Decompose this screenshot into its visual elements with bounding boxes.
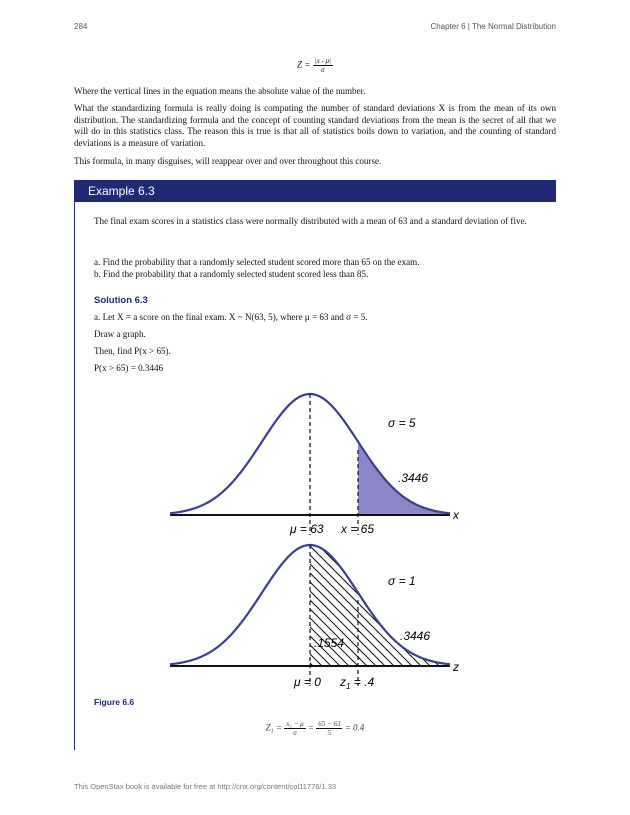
top-sigma-label: σ = 5 xyxy=(388,416,416,430)
example-part-b: b. Find the probability that a randomly selected student scored less than 85. xyxy=(94,269,369,279)
z-formula-lhs: Z₁ = xyxy=(265,722,283,733)
solution-line-2: Draw a graph. xyxy=(94,329,146,339)
hatch-line-middle xyxy=(474,530,614,670)
figure-caption: Figure 6.6 xyxy=(94,697,135,707)
hatch-line-middle xyxy=(357,530,497,670)
formula-numerator: |x - μ| xyxy=(314,57,331,65)
hatch-line-tail xyxy=(402,530,542,670)
hatch-line-tail xyxy=(168,530,308,670)
hatch-line-tail xyxy=(366,530,506,670)
top-area-label: .3446 xyxy=(398,471,429,485)
z-formula-frac2-den: 5 xyxy=(327,729,332,737)
solution-title: Solution 6.3 xyxy=(94,295,148,306)
hatch-line-middle xyxy=(168,530,308,670)
paragraph-reappear: This formula, in many disguises, will reappear over and over throughout this course. xyxy=(74,156,382,166)
hatch-line-middle xyxy=(339,530,479,670)
hatch-line-tail xyxy=(330,530,470,670)
hatch-line-middle xyxy=(438,530,578,670)
top-x65-label: x = 65 xyxy=(341,522,375,536)
hatch-line-middle xyxy=(429,530,569,670)
hatch-line-middle xyxy=(348,530,488,670)
top-axis-x-label: x xyxy=(453,508,459,522)
example-part-a: a. Find the probability that a randomly selected student scored more than 65 on the exam. xyxy=(94,257,420,267)
z-formula-fraction-2 xyxy=(316,720,342,737)
hatch-line-tail xyxy=(474,530,614,670)
z-formula-frac2-num: 65 − 63 xyxy=(318,720,341,728)
hatch-line-middle xyxy=(411,530,551,670)
hatch-line-middle xyxy=(456,530,596,670)
bottom-z1-label: $z_1 = .4$ xyxy=(340,675,375,691)
hatch-line-middle xyxy=(330,530,470,670)
hatch-line-tail xyxy=(357,530,497,670)
hatch-line-middle xyxy=(375,530,515,670)
top-mean-label: μ = 63 xyxy=(290,522,324,536)
hatch-line-middle xyxy=(159,530,299,670)
hatch-line-middle xyxy=(492,530,630,670)
hatch-line-tail xyxy=(393,530,533,670)
z-formula-frac1-den: σ xyxy=(293,729,297,737)
top-normal-curve-graph xyxy=(170,394,460,536)
hatch-line-middle xyxy=(483,530,623,670)
z-formula-frac1-num: x₁ − μ xyxy=(286,720,304,728)
z-formula-equals: = xyxy=(307,722,314,733)
hatch-line-tail xyxy=(150,530,290,670)
z-score-formula xyxy=(0,720,630,737)
hatch-line-tail xyxy=(420,530,560,670)
hatch-line-tail xyxy=(456,530,596,670)
formula-lhs: Z = xyxy=(297,59,311,70)
bottom-area-mid-label: .1554 xyxy=(314,636,345,650)
hatch-line-tail xyxy=(501,530,630,670)
hatch-line-tail xyxy=(348,530,488,670)
hatch-line-tail xyxy=(339,530,479,670)
bottom-normal-curve-graph xyxy=(150,530,630,691)
hatch-line-tail xyxy=(375,530,515,670)
bottom-mean-label: μ = 0 xyxy=(294,675,321,689)
hatch-line-tail xyxy=(429,530,569,670)
bottom-area-tail-label: .3446 xyxy=(400,629,431,643)
hatch-line-middle xyxy=(366,530,506,670)
hatch-line-tail xyxy=(465,530,605,670)
solution-line-1: a. Let X = a score on the final exam. X ~ N(63, 5), where μ = 63 and σ = 5. xyxy=(94,312,368,322)
hatch-line-tail xyxy=(411,530,551,670)
hatch-line-tail xyxy=(492,530,630,670)
hatch-line-middle xyxy=(465,530,605,670)
hatch-line-middle xyxy=(150,530,290,670)
hatch-line-middle xyxy=(393,530,533,670)
paragraph-absolute-value: Where the vertical lines in the equation means the absolute value of the number. xyxy=(74,86,366,96)
formula-denominator: σ xyxy=(321,66,325,74)
hatch-line-tail xyxy=(483,530,623,670)
bottom-hatched-tail-area xyxy=(150,530,630,670)
hatch-line-tail xyxy=(438,530,578,670)
z-formula-fraction-1 xyxy=(284,720,305,737)
solution-line-3: Then, find P(x > 65). xyxy=(94,346,171,356)
footer-note: This OpenStax book is available for free at http://cnx.org/content/col11776/1.33 xyxy=(74,782,337,791)
example-problem: The final exam scores in a statistics class were normally distributed with a mean of 63 and a standard deviation of five. xyxy=(94,216,527,226)
hatch-line-tail xyxy=(447,530,587,670)
paragraph-standardizing: What the standardizing formula is really doing is computing the number of standard deviations X is from the mean of its own distribution. The standardizing formula and the concept of counting standard deviations from the mean is the secret of all that we will do in this statistics class. The reason this is true is that all of statistics boils down to variation, and the counting of standard deviations is a measure of variation. xyxy=(74,103,556,148)
bottom-sigma-label: σ = 1 xyxy=(388,574,416,588)
example-banner: Example 6.3 xyxy=(74,180,556,202)
chapter-title: Chapter 6 | The Normal Distribution xyxy=(430,22,556,31)
solution-line-4: P(x > 65) = 0.3446 xyxy=(94,363,164,373)
hatch-line-middle xyxy=(420,530,560,670)
hatch-line-middle xyxy=(402,530,542,670)
bottom-axis-z-label: z xyxy=(453,660,459,674)
z-formula-result: = 0.4 xyxy=(344,722,365,733)
page-number: 284 xyxy=(74,22,88,31)
hatch-line-middle xyxy=(231,530,371,670)
hatch-line-middle xyxy=(447,530,587,670)
hatch-line-middle xyxy=(501,530,630,670)
hatch-line-tail xyxy=(159,530,299,670)
bottom-hatched-middle-area xyxy=(150,530,630,670)
